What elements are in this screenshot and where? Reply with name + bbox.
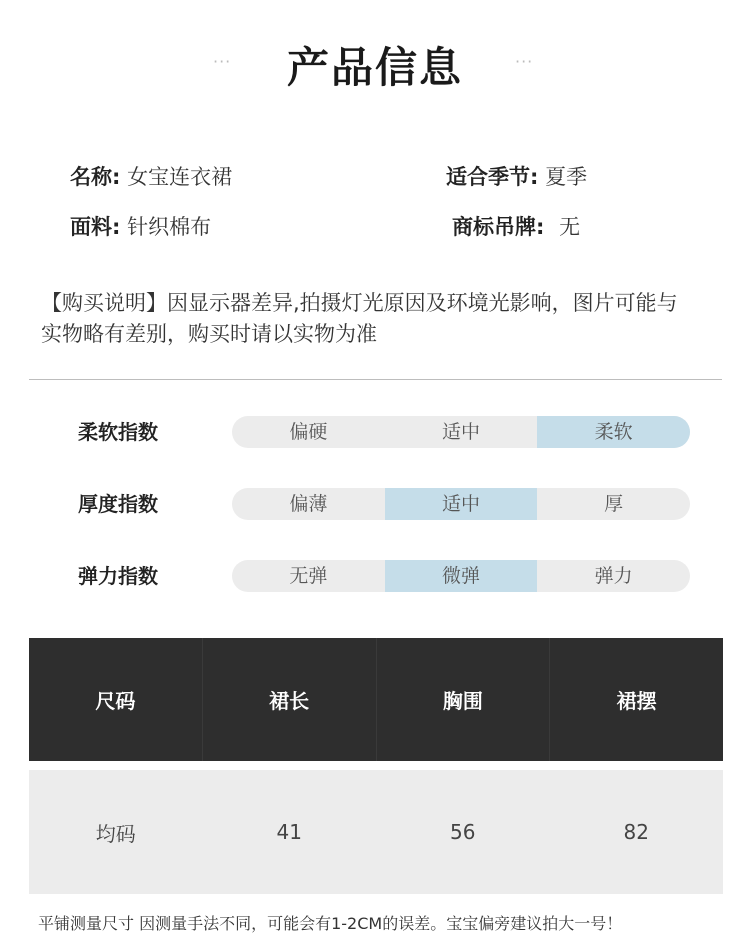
purchase-notice	[41, 288, 731, 350]
elasticity-index-label: 弹力指数	[78, 564, 158, 588]
table-row	[29, 770, 723, 894]
elasticity-option-3: 弹力	[594, 565, 633, 587]
thickness-option-2: 适中	[385, 488, 538, 520]
cell-size: 均码	[95, 821, 136, 846]
thickness-option-1: 偏薄	[289, 493, 328, 515]
info-name	[70, 162, 232, 192]
info-season-value: 夏季	[545, 165, 588, 189]
title-dots-right: ···	[515, 52, 534, 71]
info-fabric-value: 针织棉布	[127, 215, 212, 239]
header-size: 尺码	[29, 638, 203, 761]
purchase-notice-line1: 【购买说明】因显示器差异,拍摄灯光原因及环境光影响，图片可能与	[41, 291, 678, 315]
info-tag-value: 无	[559, 215, 581, 239]
measurement-footnote: 平铺测量尺寸 因测量手法不同，可能会有1-2CM的误差。宝宝偏旁建议拍大一号！	[38, 914, 623, 933]
header-chest: 胸围	[377, 638, 551, 761]
header-hem: 裙摆	[616, 689, 657, 713]
elasticity-option-2: 微弹	[385, 560, 538, 592]
info-fabric-key: 面料:	[70, 215, 121, 239]
info-fabric	[70, 212, 211, 242]
thickness-index-label: 厚度指数	[78, 492, 158, 516]
size-table-header	[29, 638, 723, 761]
info-tag-key: 商标吊牌:	[452, 215, 545, 239]
thickness-index-scale	[232, 488, 690, 520]
softness-option-2: 适中	[442, 421, 481, 443]
info-name-key: 名称:	[70, 165, 121, 189]
elasticity-index-scale	[232, 560, 690, 592]
softness-option-1: 偏硬	[289, 421, 328, 443]
softness-index-scale	[232, 416, 690, 448]
info-name-value: 女宝连衣裙	[127, 165, 233, 189]
purchase-notice-line2: 实物略有差别，购买时请以实物为准	[41, 322, 377, 346]
info-season-key: 适合季节:	[446, 165, 539, 189]
elasticity-option-1: 无弹	[289, 565, 328, 587]
thickness-option-3: 厚	[604, 493, 624, 515]
page-title: 产品信息	[286, 43, 463, 92]
softness-option-3: 柔软	[537, 416, 690, 448]
title-dots-left: ···	[213, 52, 232, 71]
divider	[29, 379, 722, 380]
info-tag	[452, 212, 580, 242]
cell-hem: 82	[623, 820, 649, 844]
info-season	[446, 162, 587, 192]
cell-chest: 56	[450, 820, 476, 844]
header-dress-length: 裙长	[203, 638, 377, 761]
softness-index-label: 柔软指数	[78, 420, 158, 444]
cell-dress-length: 41	[276, 820, 302, 844]
